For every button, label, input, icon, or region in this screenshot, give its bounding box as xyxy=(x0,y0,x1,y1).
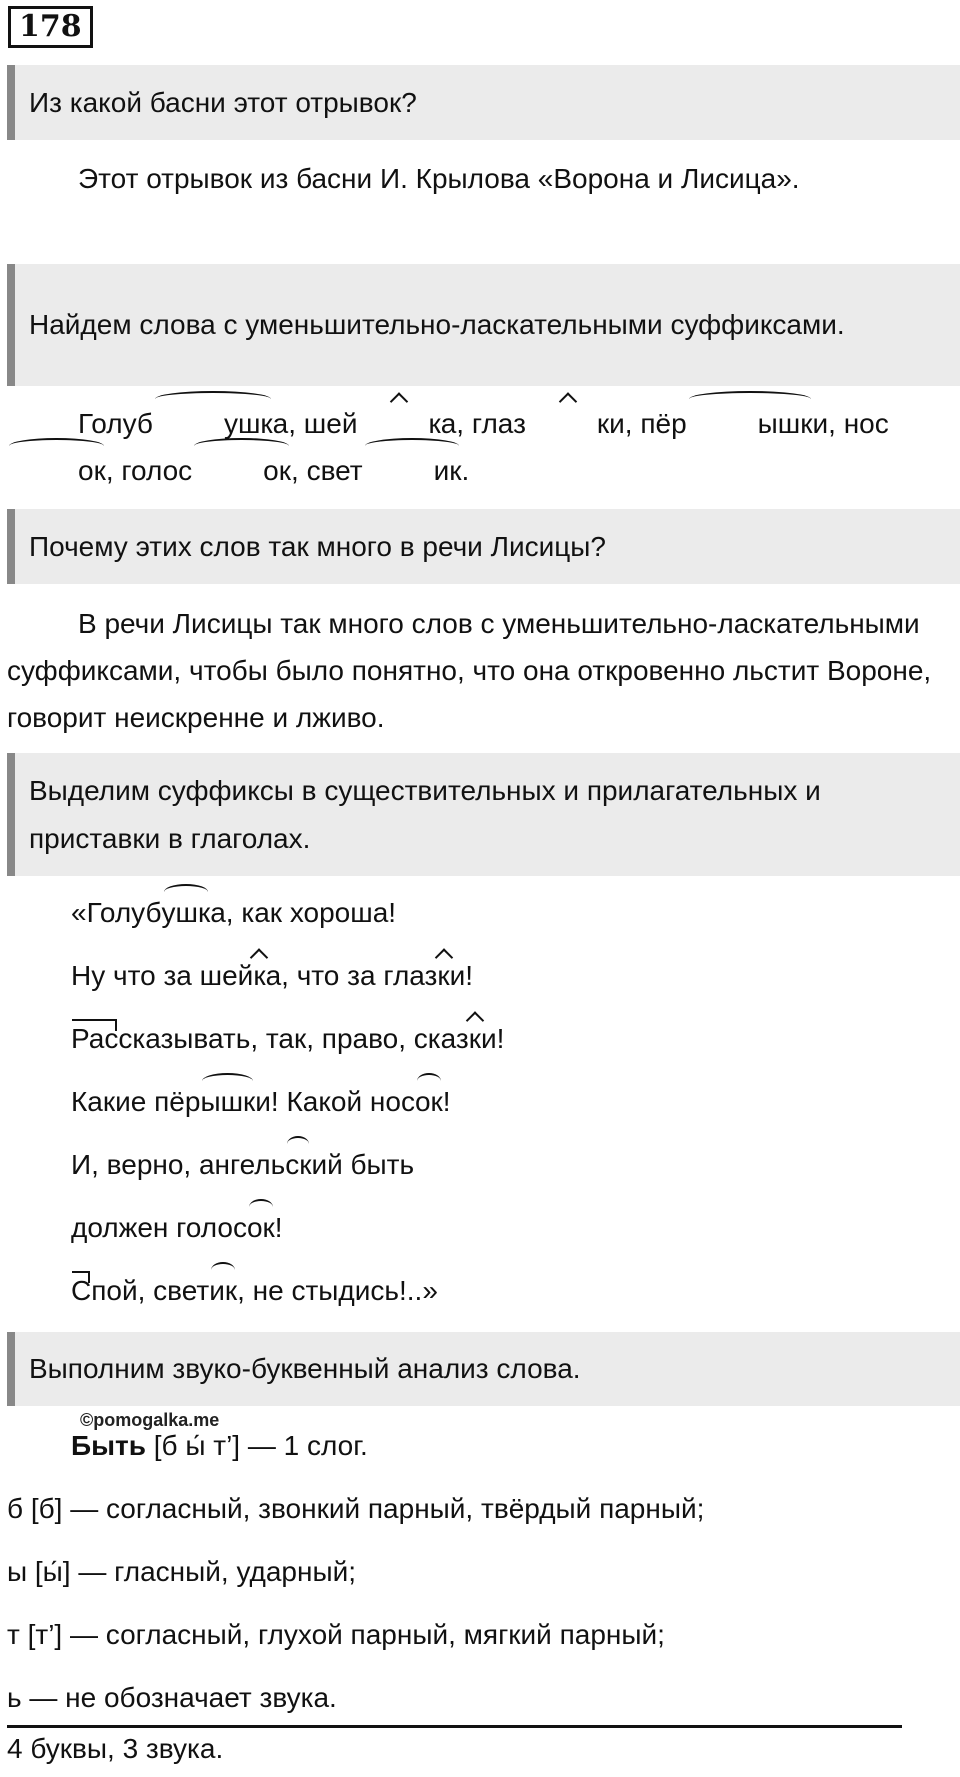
suffix-mark: ок xyxy=(7,447,106,494)
suffix-mark: к xyxy=(253,956,265,996)
question-5 xyxy=(7,1332,960,1406)
suffix-mark: к xyxy=(526,400,609,447)
answer-3: В речи Лисицы так много слов с уменьшительно-ласкательными суффиксами, чтобы было понятно, что она откровенно льстит Вороне, говорит неискренне и лживо. xyxy=(7,608,932,733)
question-2 xyxy=(7,264,960,386)
poem-line-5: И, верно, ангельский быть xyxy=(71,1145,414,1185)
divider xyxy=(7,1725,902,1728)
analysis-word: Быть xyxy=(71,1430,146,1461)
prefix-mark: С xyxy=(71,1271,91,1311)
suffix-mark: к xyxy=(357,400,440,447)
suffix-mark: к xyxy=(437,956,449,996)
answer-1: Этот отрывок из басни И. Крылова «Ворона и Лисица». xyxy=(78,163,800,194)
suffix-mark: ок xyxy=(415,1082,443,1122)
poem-line-6: должен голосок! xyxy=(71,1208,283,1248)
suffix-mark: ик xyxy=(209,1271,237,1311)
question-3-text: Почему этих слов так много в речи Лисицы? xyxy=(29,530,606,562)
question-1-text: Из какой басни этот отрывок? xyxy=(29,86,417,118)
suffix-mark: ик xyxy=(363,447,462,494)
poem-line-3: Рассказывать, так, право, сказки! xyxy=(71,1019,504,1059)
suffix-mark: ушк xyxy=(153,400,273,447)
suffix-mark: ышк xyxy=(200,1082,255,1122)
prefix-mark: Рас xyxy=(71,1019,118,1059)
poem-line-1: «Голубушка, как хороша! xyxy=(71,893,396,933)
analysis-line-t: т [т’] — согласный, глухой парный, мягкий парный; xyxy=(7,1619,665,1650)
suffix-mark: ушк xyxy=(162,893,211,933)
question-4-text: Выделим суффиксы в существительных и прилагательных и приставки в глаголах. xyxy=(29,774,821,854)
suffix-mark: к xyxy=(469,1019,481,1059)
suffix-mark: ск xyxy=(285,1145,311,1185)
suffix-mark: ок xyxy=(247,1208,275,1248)
analysis-line-soft: ь — не обозначает звука. xyxy=(7,1682,337,1713)
question-4 xyxy=(7,753,960,876)
question-1 xyxy=(7,65,960,140)
poem-line-2: Ну что за шейка, что за глазки! xyxy=(71,956,473,996)
analysis-heading: Быть [б ы́ т’] — 1 слог. xyxy=(71,1430,368,1461)
poem-line-4: Какие пёрышки! Какой носок! xyxy=(71,1082,451,1122)
task-number: 178 xyxy=(8,6,93,48)
analysis-total: 4 буквы, 3 звука. xyxy=(7,1733,224,1764)
suffix-mark: ышк xyxy=(687,400,813,447)
poem-line-7: Спой, светик, не стыдись!..» xyxy=(71,1271,438,1311)
question-5-text: Выполним звуко-буквенный анализ слова. xyxy=(29,1353,581,1384)
watermark: ©pomogalka.me xyxy=(80,1410,220,1430)
suffix-mark: ок xyxy=(192,447,291,494)
answer-2: Голуб ушка, шей ка, глаз ки, пёр ышки, носок, голос ок, свет ик. xyxy=(7,400,952,494)
analysis-line-y: ы [ы́] — гласный, ударный; xyxy=(7,1556,357,1587)
question-2-text: Найдем слова с уменьшительно-ласкательными суффиксами. xyxy=(29,309,845,340)
question-3 xyxy=(7,509,960,584)
analysis-line-b: б [б] — согласный, звонкий парный, твёрдый парный; xyxy=(7,1493,705,1524)
